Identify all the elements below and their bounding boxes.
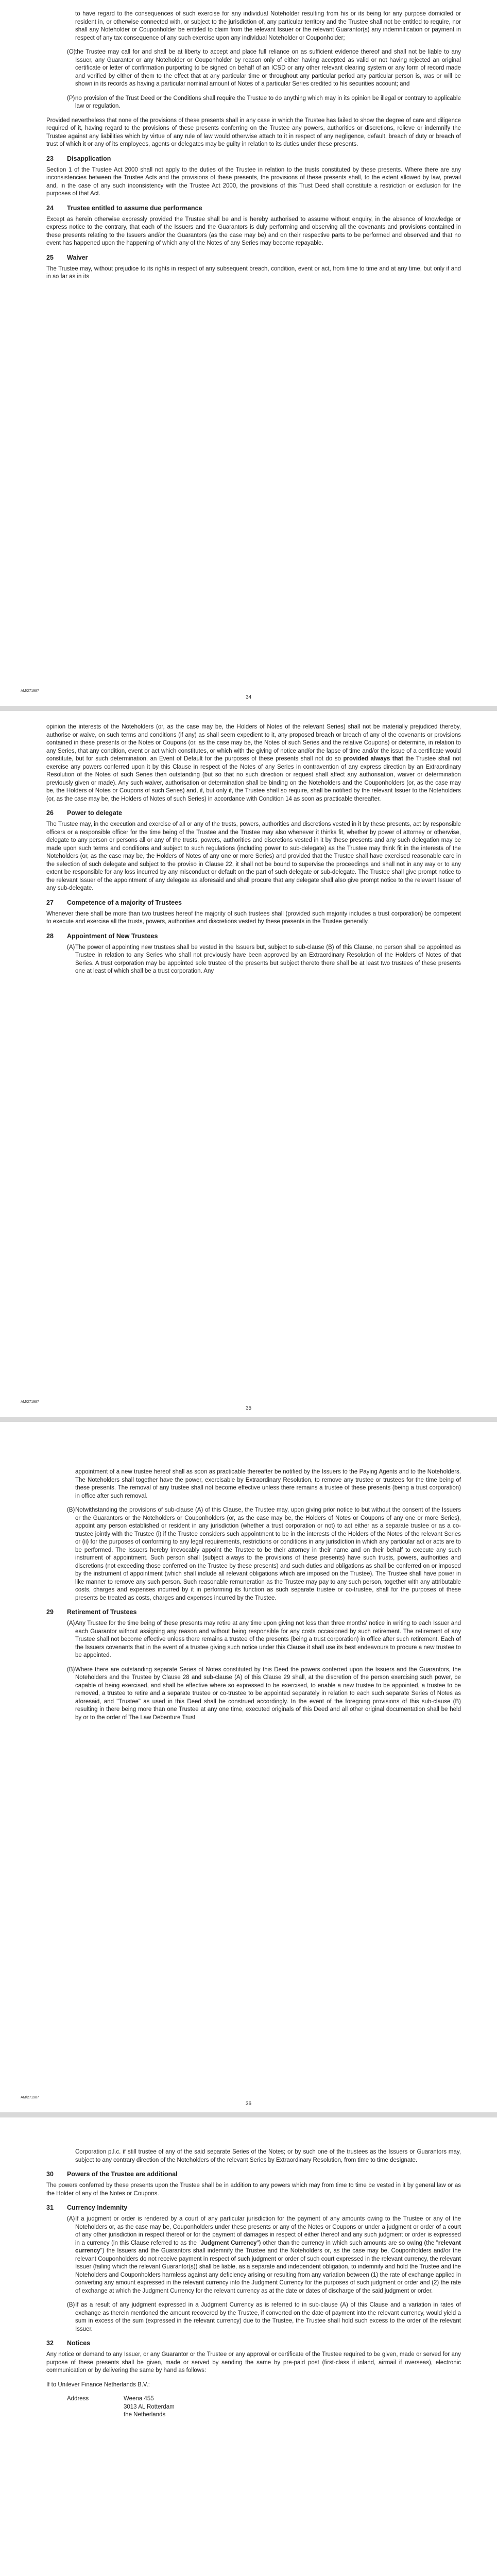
bold-run: Judgment Currency: [200, 2240, 257, 2246]
section-heading: [46, 933, 461, 940]
address-line: 3013 AL Rotterdam: [124, 2403, 175, 2410]
section-title: Currency Indemnity: [67, 2204, 128, 2211]
page-number: 36: [245, 2101, 252, 2107]
item-label: (A): [67, 944, 75, 951]
section-number: 30: [46, 2171, 54, 2178]
item-label: (A): [67, 1620, 75, 1626]
section-heading: [46, 155, 461, 162]
list-item: [46, 1666, 461, 1722]
list-item: [46, 95, 461, 111]
section-title: Competence of a majority of Trustees: [67, 899, 182, 906]
item-label: (B): [67, 1507, 75, 1513]
section-title: Power to delegate: [67, 809, 122, 817]
page-footer: [21, 2096, 476, 2109]
list-item: [46, 2215, 461, 2295]
section-number: 27: [46, 899, 54, 906]
item-label: (A): [67, 2216, 75, 2222]
paragraph: The powers conferred by these presents upon the Trustee shall be in addition to any powers which may from time to time be vested in it by general law or as the Holder of any of the Notes or Coupons.: [46, 2182, 461, 2197]
item-label: (B): [67, 2302, 75, 2308]
item-label: (O): [67, 49, 76, 55]
text-run: the Trustee shall not exercise any powers conferred upon it by this Clause in respect of the Notes of any Series in contravention of any express direction by an Extraordinary Resolution of the Notes of such Series then outstanding (but so that no such direction or request shall affect any authorisation, waiver or determination previously given or made). Any such waiver, authorisation or determination shall be binding on the Noteholders and the Couponholders (or, as the case may be, the Holders of Notes or Coupons of such Series) and, if, but only if, the Trustee shall so require, shall be notified by the relevant Issuer to the Noteholders (or, as the case may be, the Holders of Notes of such Series) in accordance with Condition 14 as soon as practicable thereafter.: [46, 756, 461, 802]
doc-reference: AM/271987: [21, 689, 39, 693]
paragraph: Whenever there shall be more than two trustees hereof the majority of such trustees shall (provided such majority includes a trust corporation) be competent to execute and exercise all the trusts, powers, authorities and discretions vested by these presents in the Trustee generally.: [46, 910, 461, 925]
item-text: The power of appointing new trustees shall be vested in the Issuers but, subject to sub-clause (B) of this Clause, no person shall be appointed as Trustee in relation to any Series who shall not previously have been approved by an Extraordinary Resolution of the Holders of Notes of that Series. A trust corporation may be appointed sole trustee of the presents but subject thereto there shall be at least two trustees of these presents one at least of which shall be a trust corporation. Any: [75, 944, 461, 974]
item-text: [75, 2215, 461, 2295]
item-label: (P): [67, 95, 75, 101]
item-text: Notwithstanding the provisions of sub-clause (A) of this Clause, the Trustee may, upon giving prior notice to but without the consent of the Issuers or the Guarantors or the Noteholders or Couponholders (or, as the case may be, the Holders of Notes or Coupons of any one or more Series), appoint any person established or resident in any jurisdiction (whether a trust corporation or not) to act either as a separate trustee or as a co-trustee jointly with the Trustee (i) if the Trustee considers such appointment to be in the interests of the Holders of the Notes of the relevant Series or (ii) for the purposes of conforming to any legal requirements, restrictions or conditions in any jurisdiction in which any particular act or acts are to be performed. The Issuers hereby irrevocably appoint the Trustee to be their attorney in their name and on their behalf to execute any such instrument of appointment. Such person shall (subject always to the provisions of these presents) have such trusts, powers, authorities and discretions (not exceeding those conferred on the Trustee by these presents) and such duties and obligations as shall be conferred on or imposed by the instrument of appointment (which shall include all relevant obligations which are imposed on the Trustee). The Trustee shall have power in like manner to remove any such person. Such reasonable remuneration as the Trustee may pay to any such person, together with any attributable costs, charges and expenses incurred by it in performing its function as such separate trustee or co-trustee, shall for the purposes of these presents be treated as costs, charges and expenses incurred by the Trustee.: [75, 1507, 461, 1601]
document-page: [0, 1422, 497, 2112]
section-number: 28: [46, 932, 54, 940]
list-item: [46, 1620, 461, 1660]
paragraph: appointment of a new trustee hereof shall as soon as practicable thereafter be notified by the Issuers to the Paying Agents and to the Noteholders. The Noteholders shall together have the power, exercisable by Extraordinary Resolution, to remove any trustee or trustees for the time being of these presents. The removal of any trustee shall not become effective unless there remains a trustee of these presents (being a trust corporation) in office after such removal.: [75, 1469, 461, 1499]
section-title: Trustee entitled to assume due performance: [67, 204, 202, 212]
text-run: ") the Issuers and the Guarantors shall indemnify the Trustee and the Noteholders or, as the case may be, Couponholders and/or the relevant Couponholders do not receive payment in respect of such judgment or order of such court expressed in the relevant currency, the relevant Issuer (failing which the relevant Guarantor(s)) shall be liable, as a separate and independent obligation, to indemnify and hold the Trustee and the Noteholders and Couponholders harmless against any deficiency arising or resulting from any variation between (1) the rate of exchange applied in converting any amount expressed in the relevant currency into the Judgment Currency for the purposes of such judgment or order and (2) the rate of exchange at which the Judgment Currency for the relevant currency as at the date or dates of discharge of the said judgment or order.: [75, 2248, 461, 2294]
document-page: [0, 711, 497, 1417]
page-footer: [21, 1400, 476, 1414]
text-run: opinion the interests of the Noteholders (or, as the case may be, the Holders of Notes of the relevant Series) shall not be materially prejudiced thereby, authorise or waive, on such terms and conditions (if any) as shall seem expedient to it, any proposed breach or breach of any of the covenants or provisions contained in these presents or the Notes or Coupons (or, as the case may be, the Notes of such Series and the relative Coupons) or determine, in relation to any Series, that any condition, event or act which constitutes, or which with the giving of notice and/or the lapse of time and/or the issue of a certificate would constitute, but for such determination, an Event of Default for the purposes of these presents shall not do so: [46, 724, 461, 762]
page-footer: [21, 689, 476, 703]
section-heading: [46, 1608, 461, 1616]
item-text: Where there are outstanding separate Series of Notes constituted by this Deed the powers conferred upon the Issuers and the Guarantors, the Noteholders and the Trustee by Clause 28 and sub-clause (A) of this Clause 29 shall, at the discretion of the person exercising such power, be capable of being exercised, and shall be effective where so expressed to be exercised, to enable a new trustee to be appointed, a trustee to be removed, a trustee to retire and a separate trustee or co-trustee to be appointed separately in relation to each such separate Series of Notes as aforesaid, and "Trustee" as used in this Deed shall be construed accordingly. In the event of the foregoing provisions of this sub-clause (B) resulting in there being more than one Trustee at any one time, executed originals of this Deed and all other original documentation shall be held by or to the order of The Law Debenture Trust: [75, 1666, 461, 1721]
item-text: the Trustee may call for and shall be at liberty to accept and place full reliance on as sufficient evidence thereof and shall not be liable to any Issuer, any Guarantor or any Noteholder or Couponholder by reason only of either having accepted as valid or not having rejected an original certificate or letter of confirmation purporting to be signed on behalf of an ICSD or any other relevant clearing system or any form of record made and verified by either of them to the effect that at any particular time or throughout any particular period any particular person is, was or will be shown in its records as having a particular nominal amount of Notes of a particular Series credited to his securities account; and: [75, 49, 461, 87]
paragraph: The Trustee may, without prejudice to its rights in respect of any subsequent breach, condition, event or act, from time to time and at any time, but only if and in so far as in its: [46, 265, 461, 280]
item-text: Any Trustee for the time being of these presents may retire at any time upon giving not less than three months' notice in writing to each Issuer and each Guarantor without assigning any reason and without being responsible for any costs occasioned by such retirement. The retirement of any Trustee shall not become effective unless there remains a trustee of the presents (being a trust corporation) in office after such retirement. Each of the Issuers covenants that in the event of a trustee giving such notice under this Clause it shall use its best endeavours to procure a new trustee to be appointed.: [75, 1620, 461, 1658]
section-heading: [46, 899, 461, 906]
item-text: no provision of the Trust Deed or the Conditions shall require the Trustee to do anything which may in its opinion be illegal or contrary to applicable law or regulation.: [75, 95, 461, 109]
section-title: Retirement of Trustees: [67, 1608, 137, 1616]
page-number: 35: [245, 1405, 252, 1411]
section-heading: [46, 2171, 461, 2178]
item-text: If as a result of any judgment expressed in a Judgment Currency as is referred to in sub-clause (A) of this Clause and a variation in rates of exchange as therein mentioned the amount recovered by the Trustee, if converted on the date of payment into the relevant currency, would yield a sum in excess of the sum (expressed in the relevant currency) due to the Trustee, the Trustee shall hold such excess to the order of the relevant Issuer.: [75, 2302, 461, 2332]
paragraph: to have regard to the consequences of such exercise for any individual Noteholder resulting from his or its being for any purpose domiciled or resident in, or otherwise connected with, or subject to the jurisdiction of, any particular territory and the Trustee shall not be entitled to require, nor shall any Noteholder or Couponholder be entitled to claim from the relevant Issuer or the relevant Guarantor(s) any indemnification or payment in respect of any tax consequence of any such exercise upon any individual Noteholder or Couponholder;: [75, 11, 461, 41]
doc-reference: AM/271987: [21, 2096, 39, 2099]
address-line: Weena 455: [124, 2396, 154, 2402]
section-number: 31: [46, 2204, 54, 2211]
item-label: (B): [67, 1666, 75, 1673]
section-number: 32: [46, 2340, 54, 2347]
list-item: [46, 1506, 461, 1602]
section-heading: [46, 809, 461, 817]
doc-reference: AM/271987: [21, 1400, 39, 1404]
list-item: [46, 2301, 461, 2333]
section-number: 29: [46, 1608, 54, 1616]
document-page: [0, 0, 497, 706]
section-heading: [46, 2340, 461, 2347]
section-title: Notices: [67, 2340, 91, 2347]
section-title: Powers of the Trustee are additional: [67, 2171, 178, 2178]
section-number: 26: [46, 809, 54, 817]
paragraph: Except as herein otherwise expressly provided the Trustee shall be and is hereby authorised to assume without enquiry, in the absence of knowledge or express notice to the contrary, that each of the Issuers and the Guarantors is duly performing and observing all the covenants and provisions contained in these presents relating to the Issuers and/or the Guarantors (as the case may be) and on their respective parts to be performed and observed and that no event has happened upon the happening of which any of the Notes of any Series may become repayable.: [46, 216, 461, 246]
text-run: ") other than the currency in which such amounts are so owing (the ": [256, 2240, 438, 2246]
text-run: If a judgment or order is rendered by a court of any particular jurisdiction for the payment of any amounts owing to the Trustee or any of the Noteholders or, as the case may be, Couponholders under these presents or any of the Notes or Coupons or under a judgment or order of a court of any other jurisdiction in respect thereof or for the payment of damages in respect of either thereof and any such judgment or order is expressed in a currency (in this Clause referred to as the ": [75, 2216, 461, 2246]
section-heading: [46, 2204, 461, 2211]
paragraph: The Trustee may, in the execution and exercise of all or any of the trusts, powers, authorities and discretions vested in it by these presents, act by responsible officers or a responsible officer for the time being of the Trustee and the Trustee may also whenever it thinks fit, whether by power of attorney or otherwise, delegate to any person or persons all or any of the trusts, powers, authorities and discretions vested in it by these presents and any such delegation may be made upon such terms and conditions and subject to such regulations (including power to sub-delegate) as the Trustee may think fit in the interests of the Noteholders (or, as the case may be, the Holders of Notes of any one or more Series) and provided that the Trustee shall have exercised reasonable care in the selection of such delegate and subject to the proviso in Clause 22, it shall not be bound to supervise the proceedings and shall not in any way or to any extent be responsible for any loss incurred by any misconduct or default on the part of such delegate or sub-delegate. The Trustee shall give prompt notice to the relevant Issuer of the appointment of any delegate as aforesaid and shall procure that any delegate shall also give prompt notice to the relevant Issuer of any sub-delegate.: [46, 821, 461, 891]
section-heading: [46, 254, 461, 261]
section-title: Appointment of New Trustees: [67, 932, 158, 940]
list-item: [46, 944, 461, 976]
list-item: [46, 48, 461, 89]
paragraph: Corporation p.l.c. if still trustee of any of the said separate Series of the Notes; or by such one of the trustees as the Issuers or Guarantors may, subject to any contrary direction of the Noteholders of the relevant Series by Extraordinary Resolution, from time to time designate.: [75, 2149, 461, 2163]
bold-run: provided always that: [343, 756, 403, 762]
address-lines: [124, 2395, 175, 2419]
address-label: Address: [67, 2396, 89, 2402]
section-heading: [46, 205, 461, 212]
paragraph: Section 1 of the Trustee Act 2000 shall not apply to the duties of the Trustee in relation to the trusts constituted by these presents. Where there are any inconsistencies between the Trustee Acts and the provisions of these presents, the provisions of these presents shall, to the extent allowed by law, prevail and, in the case of any such inconsistency with the Trustee Act 2000, the provisions of this Trust Deed shall constitute a restriction or exclusion for the purposes of that Act.: [46, 166, 461, 197]
paragraph: Provided nevertheless that none of the provisions of these presents shall in any case in which the Trustee has failed to show the degree of care and diligence required of it, having regard to the provisions of these presents conferring on the Trustee any powers, authorities or discretions, relieve or indemnify the Trustee against any liabilities which by virtue of any rule of law would otherwise attach to it in respect of any negligence, default, breach of duty or breach of trust of which it or any of its employees, agents or delegates may be guilty in relation to its duties under these presents.: [46, 117, 461, 147]
section-number: 24: [46, 204, 54, 212]
section-number: 25: [46, 253, 54, 261]
page-number: 34: [245, 694, 252, 700]
paragraph: Any notice or demand to any Issuer, or any Guarantor or the Trustee or any approval or certificate of the Trustee required to be given, made or served for any purpose of these presents shall be given, made or served by sending the same by pre-paid post (first-class if inland, airmail if overseas), electronic communication or by delivering the same by hand as follows:: [46, 2351, 461, 2374]
document-page: [0, 2117, 497, 2576]
address-line: the Netherlands: [124, 2412, 166, 2418]
section-title: Disapplication: [67, 155, 111, 162]
notice-intro: If to Unilever Finance Netherlands B.V.:: [46, 2381, 150, 2388]
section-number: 23: [46, 155, 54, 162]
bold-run: relevant currency: [75, 2240, 461, 2254]
section-title: Waiver: [67, 253, 88, 261]
paragraph: [46, 723, 461, 803]
address-block: [67, 2395, 461, 2419]
